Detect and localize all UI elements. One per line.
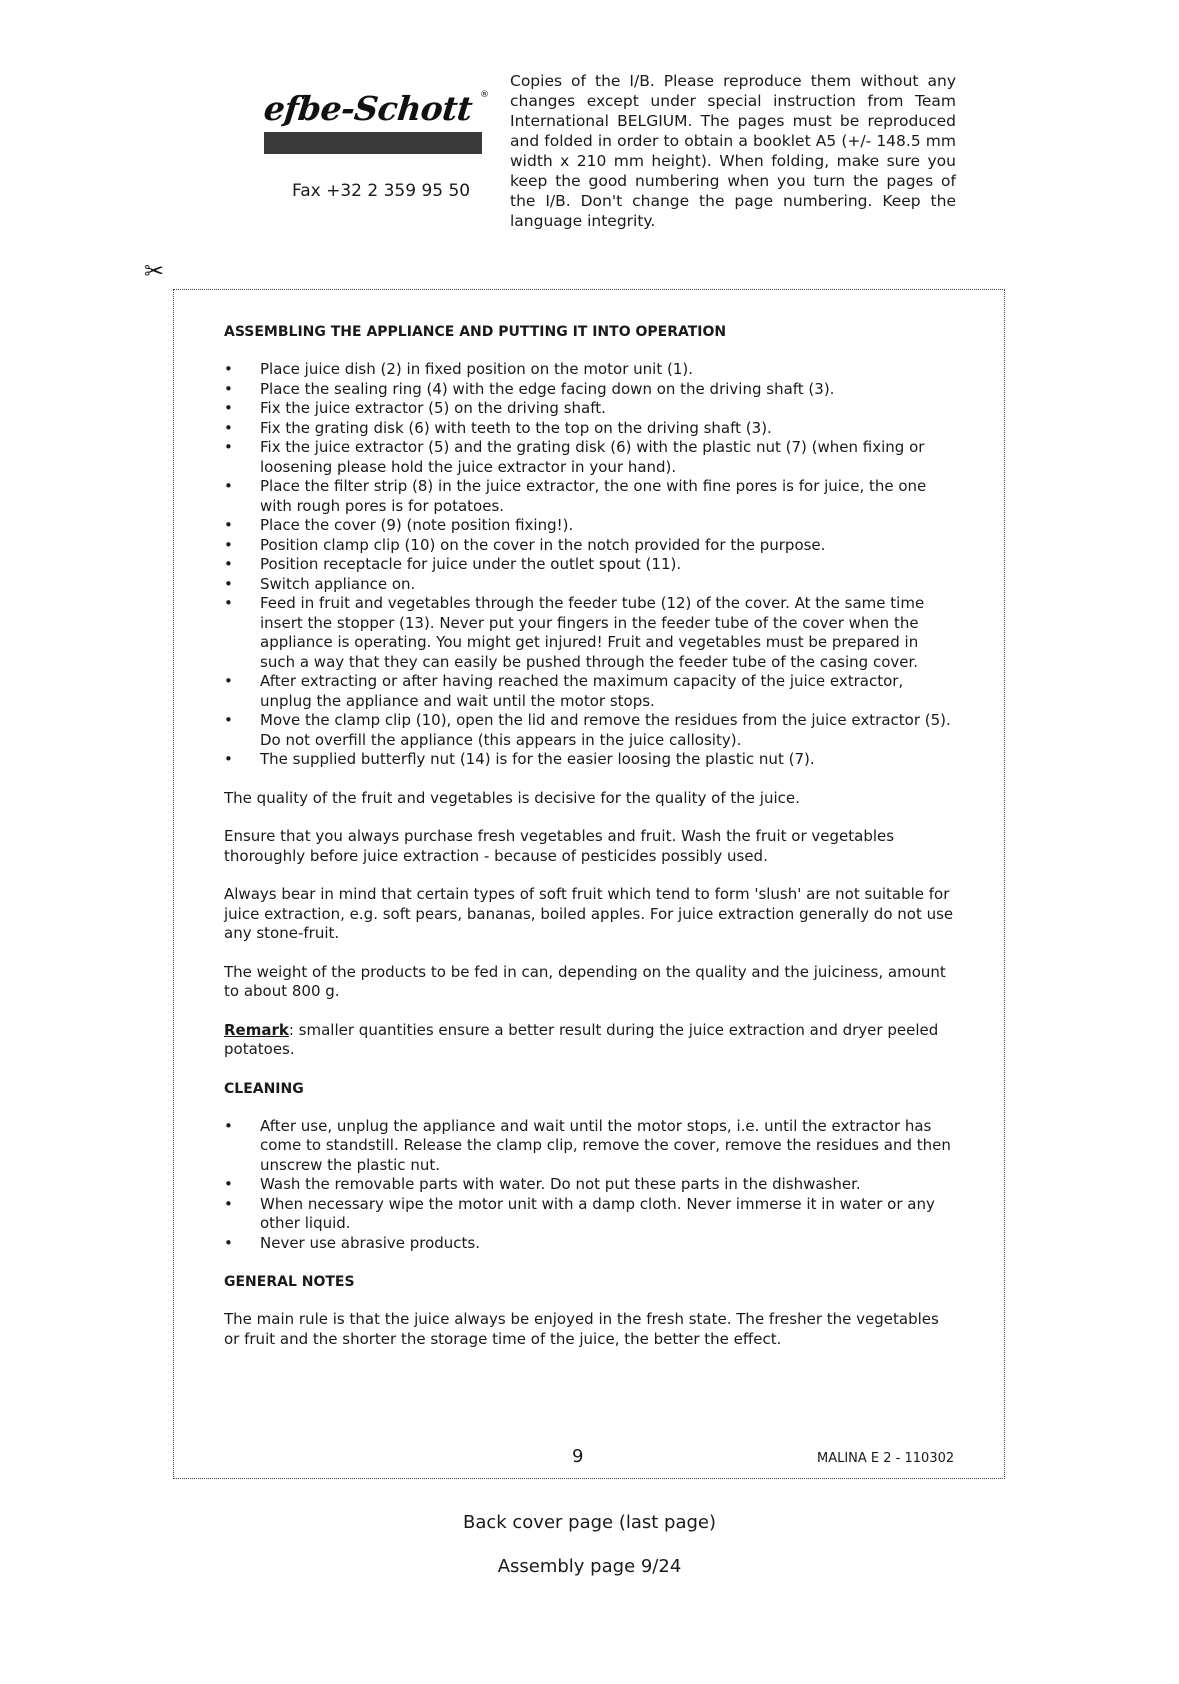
bullet-icon: •	[224, 574, 233, 593]
bullet-icon: •	[224, 418, 233, 437]
logo-text: efbe-Schott	[262, 89, 474, 128]
list-item: • Place the cover (9) (note position fixing!).	[224, 516, 574, 534]
bullet-icon: •	[224, 711, 233, 729]
list-item: • Place the sealing ring (4) with the edge facing down on the driving shaft (3).	[224, 379, 835, 398]
list-item: • Place juice dish (2) in fixed position on the motor unit (1).	[224, 360, 694, 378]
copies-instruction: Copies of the I/B. Please reproduce them without any changes except under special instruction from Team International BELGIUM. The pages must be reproduced and folded in order to obtain a booklet A5 (+/- 148.5 mm width x 210 mm height). When folding, make sure you keep the good numbering when you turn the pages of the I/B. Don't change the page numbering. Keep the language integrity.	[510, 72, 956, 230]
list-item: • Position receptacle for juice under the outlet spout (11).	[224, 555, 682, 573]
remark-paragraph	[224, 1021, 954, 1060]
bullet-icon: •	[224, 438, 233, 456]
fax-number: Fax +32 2 359 95 50	[292, 181, 471, 201]
list-item: • Never use abrasive products.	[224, 1233, 481, 1252]
bullet-icon: •	[224, 399, 233, 417]
page-number: 9	[572, 1446, 584, 1467]
assembling-steps-list	[224, 360, 954, 770]
scissors-icon: ✂	[144, 257, 165, 285]
page-content	[224, 322, 954, 1368]
list-item: • Place the filter strip (8) in the juice extractor, the one with fine pores is for juice, the one with rough pores is for potatoes.	[224, 477, 927, 515]
assembling-heading: ASSEMBLING THE APPLIANCE AND PUTTING IT INTO OPERATION	[224, 324, 727, 340]
bullet-icon: •	[224, 672, 233, 690]
quality-paragraph: The quality of the fruit and vegetables is decisive for the quality of the juice.	[224, 788, 800, 807]
bullet-icon: •	[224, 477, 233, 495]
remark-label: Remark	[224, 1020, 289, 1039]
list-item: • The supplied butterfly nut (14) is for the easier loosing the plastic nut (7).	[224, 750, 815, 768]
bullet-icon: •	[224, 516, 233, 534]
soft-fruit-paragraph: Always bear in mind that certain types of soft fruit which tend to form 'slush' are not suitable for juice extraction, e.g. soft pears, bananas, boiled apples. For juice extraction generally do not use any stone-fruit.	[224, 885, 954, 942]
list-item: • Fix the juice extractor (5) and the grating disk (6) with the plastic nut (7) (when fixing or loosening please hold the juice extractor in your hand).	[224, 438, 925, 476]
list-item: • Switch appliance on.	[224, 574, 416, 593]
list-item: • Fix the grating disk (6) with teeth to the top on the driving shaft (3).	[224, 418, 772, 437]
bullet-icon: •	[224, 535, 233, 554]
registered-mark: ®	[480, 90, 489, 100]
list-item: • After use, unplug the appliance and wait until the motor stops, i.e. until the extractor has come to standstill. Release the clamp clip, remove the cover, remove the residues and then unscrew the plastic nut.	[224, 1116, 951, 1174]
bullet-icon: •	[224, 1194, 233, 1213]
cleaning-steps-list	[224, 1117, 954, 1254]
bullet-icon: •	[224, 379, 233, 398]
general-notes-heading: GENERAL NOTES	[224, 1274, 355, 1290]
back-cover-label: Back cover page (last page)	[462, 1512, 717, 1533]
bullet-icon: •	[224, 1233, 233, 1252]
bullet-icon: •	[224, 594, 233, 612]
general-notes-paragraph: The main rule is that the juice always be enjoyed in the fresh state. The fresher the vegetables or fruit and the shorter the storage time of the juice, the better the effect.	[224, 1310, 939, 1348]
bullet-icon: •	[224, 1116, 233, 1135]
logo-bar	[264, 132, 482, 154]
list-item: • Feed in fruit and vegetables through the feeder tube (12) of the cover. At the same time insert the stopper (13). Never put your fingers in the feeder tube of the cover when the appliance is operating. You might get injured! Fruit and vegetables must be prepared in such a way that they can easily be pushed through the feeder tube of the casing cover.	[224, 594, 925, 671]
weight-paragraph: The weight of the products to be fed in can, depending on the quality and the juiciness, amount to about 800 g.	[224, 962, 946, 1000]
bullet-icon: •	[224, 1175, 233, 1193]
assembly-page-label: Assembly page 9/24	[497, 1556, 682, 1577]
cleaning-heading: CLEANING	[224, 1080, 304, 1097]
bullet-icon: •	[224, 750, 233, 768]
list-item: • Move the clamp clip (10), open the lid and remove the residues from the juice extractor (5). Do not overfill the appliance (this appears in the juice callosity).	[224, 711, 951, 749]
remark-text: : smaller quantities ensure a better result during the juice extraction and dryer peeled potatoes.	[224, 1020, 939, 1058]
model-code: MALINA E 2 - 110302	[817, 1451, 955, 1466]
fresh-produce-paragraph: Ensure that you always purchase fresh vegetables and fruit. Wash the fruit or vegetables thoroughly before juice extraction - because of pesticides possibly used.	[224, 827, 895, 865]
list-item: • Fix the juice extractor (5) on the driving shaft.	[224, 399, 606, 417]
list-item: • Wash the removable parts with water. Do not put these parts in the dishwasher.	[224, 1175, 861, 1193]
bullet-icon: •	[224, 360, 233, 378]
list-item: • When necessary wipe the motor unit with a damp cloth. Never immerse it in water or any other liquid.	[224, 1194, 935, 1232]
list-item: • Position clamp clip (10) on the cover in the notch provided for the purpose.	[224, 535, 826, 554]
bullet-icon: •	[224, 555, 233, 573]
list-item: • After extracting or after having reached the maximum capacity of the juice extractor, unplug the appliance and wait until the motor stops.	[224, 672, 904, 710]
